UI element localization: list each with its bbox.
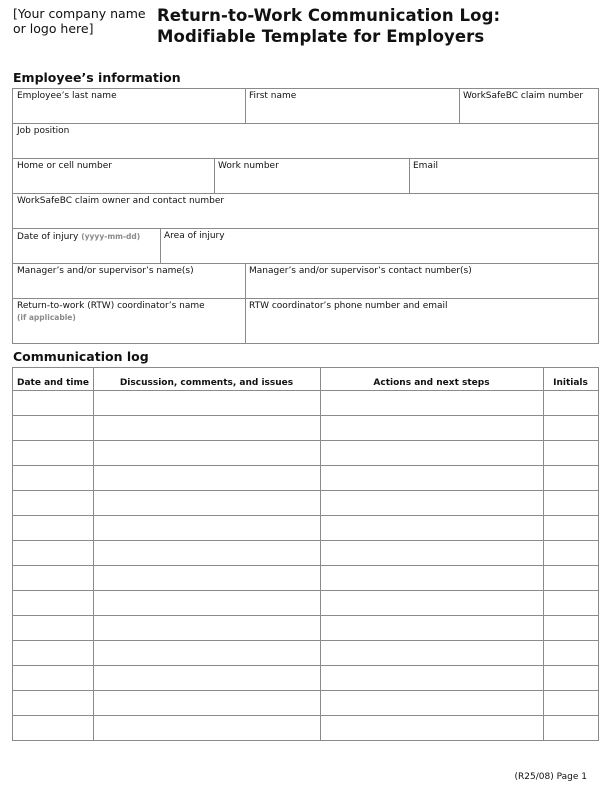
col-header-discussion: Discussion, comments, and issues <box>119 378 294 388</box>
initials-cell[interactable] <box>544 691 598 715</box>
work-number-field[interactable] <box>214 159 409 193</box>
table-row <box>13 641 598 665</box>
manager-contacts-field[interactable] <box>245 264 598 298</box>
actions-cell[interactable] <box>321 566 543 590</box>
rtw-phone-email-field[interactable] <box>245 299 598 343</box>
actions-cell[interactable] <box>321 516 543 540</box>
actions-cell[interactable] <box>321 716 543 740</box>
last-name-field[interactable] <box>13 89 245 123</box>
date-time-cell[interactable] <box>14 566 93 590</box>
title-line-1: Return-to-Work Communication Log: <box>157 6 501 25</box>
date-time-cell[interactable] <box>14 416 93 440</box>
table-row <box>13 591 598 615</box>
manager-contacts-label: Manager’s and/or supervisor’s contact number(s) <box>249 266 472 276</box>
date-time-cell[interactable] <box>14 391 93 415</box>
comm-log-heading: Communication log <box>13 349 149 364</box>
area-of-injury-label: Area of injury <box>164 231 225 241</box>
date-time-cell[interactable] <box>14 716 93 740</box>
initials-cell[interactable] <box>544 641 598 665</box>
actions-cell[interactable] <box>321 416 543 440</box>
actions-cell[interactable] <box>321 541 543 565</box>
date-time-cell[interactable] <box>14 691 93 715</box>
claim-number-label: WorkSafeBC claim number <box>463 91 584 101</box>
table-row <box>13 491 598 515</box>
first-name-label: First name <box>249 91 297 101</box>
discussion-cell[interactable] <box>94 591 320 615</box>
manager-names-label: Manager’s and/or supervisor’s name(s) <box>17 266 194 276</box>
initials-cell[interactable] <box>544 516 598 540</box>
table-row <box>13 516 598 540</box>
table-row <box>13 716 598 740</box>
discussion-cell[interactable] <box>94 441 320 465</box>
table-row <box>13 566 598 590</box>
discussion-cell[interactable] <box>94 491 320 515</box>
date-of-injury-field[interactable] <box>13 229 160 263</box>
initials-cell[interactable] <box>544 491 598 515</box>
company-logo-placeholder[interactable]: [Your company name or logo here] <box>13 6 146 36</box>
claim-number-field[interactable] <box>459 89 598 123</box>
home-cell-field[interactable] <box>13 159 214 193</box>
discussion-cell[interactable] <box>94 541 320 565</box>
table-row <box>13 666 598 690</box>
col-header-actions: Actions and next steps <box>373 378 490 388</box>
actions-cell[interactable] <box>321 591 543 615</box>
home-cell-label: Home or cell number <box>17 161 112 171</box>
date-of-injury-label: Date of injury <box>17 232 79 242</box>
discussion-cell[interactable] <box>94 416 320 440</box>
date-time-cell[interactable] <box>14 666 93 690</box>
actions-cell[interactable] <box>321 616 543 640</box>
initials-cell[interactable] <box>544 541 598 565</box>
actions-cell[interactable] <box>321 491 543 515</box>
job-position-label: Job position <box>17 126 70 136</box>
discussion-cell[interactable] <box>94 616 320 640</box>
discussion-cell[interactable] <box>94 641 320 665</box>
first-name-field[interactable] <box>245 89 459 123</box>
employee-info-heading: Employee’s information <box>13 70 181 85</box>
title-line-2: Modifiable Template for Employers <box>157 27 485 46</box>
initials-cell[interactable] <box>544 441 598 465</box>
rtw-coordinator-field[interactable] <box>13 299 245 343</box>
discussion-cell[interactable] <box>94 716 320 740</box>
discussion-cell[interactable] <box>94 566 320 590</box>
table-row <box>13 391 598 415</box>
initials-cell[interactable] <box>544 666 598 690</box>
email-field[interactable] <box>409 159 598 193</box>
table-row <box>13 616 598 640</box>
initials-cell[interactable] <box>544 616 598 640</box>
discussion-cell[interactable] <box>94 516 320 540</box>
actions-cell[interactable] <box>321 666 543 690</box>
initials-cell[interactable] <box>544 391 598 415</box>
email-label: Email <box>413 161 438 171</box>
initials-cell[interactable] <box>544 566 598 590</box>
employee-info-form <box>12 88 599 344</box>
rtw-hint: (if applicable) <box>17 313 76 322</box>
page-title <box>157 5 500 47</box>
actions-cell[interactable] <box>321 391 543 415</box>
area-of-injury-field[interactable] <box>160 229 598 263</box>
actions-cell[interactable] <box>321 691 543 715</box>
date-time-cell[interactable] <box>14 541 93 565</box>
date-time-cell[interactable] <box>14 616 93 640</box>
rtw-phone-email-label: RTW coordinator’s phone number and email <box>249 301 448 311</box>
job-position-field[interactable] <box>13 124 598 158</box>
table-row <box>13 466 598 490</box>
discussion-cell[interactable] <box>94 666 320 690</box>
actions-cell[interactable] <box>321 641 543 665</box>
date-format-hint: (yyyy-mm-dd) <box>81 232 141 241</box>
date-time-cell[interactable] <box>14 591 93 615</box>
col-header-date-time: Date and time <box>16 378 89 388</box>
table-row <box>13 441 598 465</box>
table-row <box>13 416 598 440</box>
last-name-label: Employee’s last name <box>17 91 117 101</box>
discussion-cell[interactable] <box>94 391 320 415</box>
actions-cell[interactable] <box>321 441 543 465</box>
page-footer: (R25/08) Page 1 <box>514 772 587 782</box>
date-time-cell[interactable] <box>14 491 93 515</box>
initials-cell[interactable] <box>544 591 598 615</box>
discussion-cell[interactable] <box>94 691 320 715</box>
initials-cell[interactable] <box>544 716 598 740</box>
work-number-label: Work number <box>218 161 279 171</box>
table-row <box>13 541 598 565</box>
manager-names-field[interactable] <box>13 264 245 298</box>
rtw-coordinator-label: Return-to-work (RTW) coordinator’s name <box>17 301 205 311</box>
initials-cell[interactable] <box>544 466 598 490</box>
initials-cell[interactable] <box>544 416 598 440</box>
date-time-cell[interactable] <box>14 441 93 465</box>
actions-cell[interactable] <box>321 466 543 490</box>
claim-owner-label: WorkSafeBC claim owner and contact number <box>17 196 225 206</box>
table-row <box>13 691 598 715</box>
claim-owner-field[interactable] <box>13 194 598 228</box>
date-time-cell[interactable] <box>14 466 93 490</box>
discussion-cell[interactable] <box>94 466 320 490</box>
date-time-cell[interactable] <box>14 516 93 540</box>
comm-log-table <box>12 367 599 741</box>
date-time-cell[interactable] <box>14 641 93 665</box>
col-header-initials: Initials <box>553 378 588 388</box>
